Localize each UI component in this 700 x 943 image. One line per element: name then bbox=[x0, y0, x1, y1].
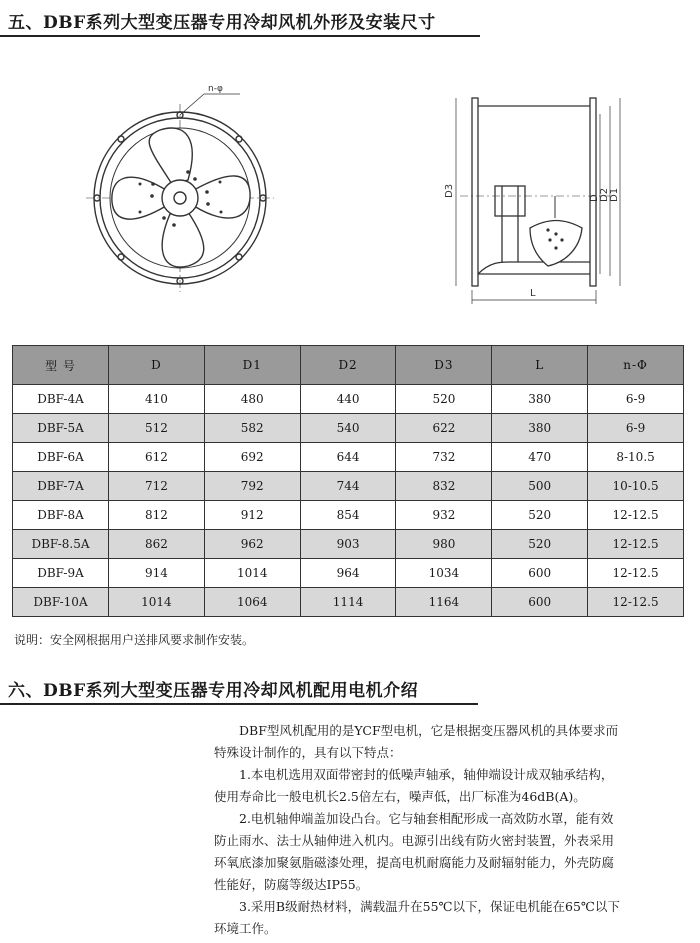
title-underline bbox=[0, 35, 480, 37]
table-cell: 512 bbox=[109, 414, 205, 443]
table-cell: 1014 bbox=[204, 559, 300, 588]
table-cell: 520 bbox=[492, 530, 588, 559]
fan-side-view-drawing bbox=[430, 78, 640, 308]
table-cell: DBF-4A bbox=[13, 385, 109, 414]
table-header-row bbox=[13, 346, 684, 385]
callout-label: n-φ bbox=[208, 84, 223, 94]
table-cell: 380 bbox=[492, 414, 588, 443]
table-cell: 470 bbox=[492, 443, 588, 472]
table-row bbox=[13, 443, 684, 472]
text-line: 环氧底漆加聚氨脂磁漆处理，提高电机耐腐能力及耐辐射能力，外壳防腐 bbox=[214, 855, 615, 870]
table-cell: 12-12.5 bbox=[588, 530, 684, 559]
dim-label-d2: D2 bbox=[599, 187, 610, 202]
table-cell: DBF-10A bbox=[13, 588, 109, 617]
table-cell: 962 bbox=[204, 530, 300, 559]
text-line: 性能好，防腐等级达IP55。 bbox=[214, 877, 369, 892]
table-cell: 520 bbox=[492, 501, 588, 530]
header-cell: D bbox=[109, 346, 205, 385]
table-row bbox=[13, 588, 684, 617]
section-title-motor: 六、DBF系列大型变压器专用冷却风机配用电机介绍 bbox=[8, 681, 419, 701]
table-cell: 480 bbox=[204, 385, 300, 414]
text-line: 使用寿命比一般电机长2.5倍左右，噪声低，出厂标准为46dB(A)。 bbox=[214, 789, 586, 804]
table-cell: DBF-9A bbox=[13, 559, 109, 588]
text-line: 3.采用B级耐热材料，满载温升在55℃以下，保证电机能在65℃以下 bbox=[214, 899, 620, 914]
table-row bbox=[13, 472, 684, 501]
table-cell: 500 bbox=[492, 472, 588, 501]
table-cell: 744 bbox=[300, 472, 396, 501]
table-cell: 964 bbox=[300, 559, 396, 588]
table-cell: 854 bbox=[300, 501, 396, 530]
dimension-table bbox=[12, 345, 684, 617]
table-cell: 792 bbox=[204, 472, 300, 501]
table-cell: 12-12.5 bbox=[588, 588, 684, 617]
table-cell: 12-12.5 bbox=[588, 559, 684, 588]
text-line: DBF型风机配用的是YCF型电机，它是根据变压器风机的具体要求而 bbox=[214, 723, 619, 738]
table-cell: 912 bbox=[204, 501, 300, 530]
table-cell: 862 bbox=[109, 530, 205, 559]
header-cell: L bbox=[492, 346, 588, 385]
dim-label-l: L bbox=[530, 288, 536, 299]
table-cell: 1114 bbox=[300, 588, 396, 617]
table-cell: 410 bbox=[109, 385, 205, 414]
table-cell: DBF-8.5A bbox=[13, 530, 109, 559]
dim-label-d: D bbox=[589, 194, 600, 202]
table-cell: 520 bbox=[396, 385, 492, 414]
table-row bbox=[13, 559, 684, 588]
table-cell: 1164 bbox=[396, 588, 492, 617]
table-note: 说明：安全网根据用户送排风要求制作安装。 bbox=[14, 633, 255, 647]
table-cell: 1014 bbox=[109, 588, 205, 617]
table-cell: 600 bbox=[492, 559, 588, 588]
text-line: 2.电机轴伸端盖加设凸台。它与轴套相配形成一高效防水罩，能有效 bbox=[214, 811, 614, 826]
motor-description bbox=[214, 720, 688, 940]
table-cell: 1034 bbox=[396, 559, 492, 588]
fan-front-view-drawing bbox=[80, 80, 290, 300]
table-cell: 6-9 bbox=[588, 385, 684, 414]
table-cell: 914 bbox=[109, 559, 205, 588]
text-line: 环境工作。 bbox=[214, 921, 277, 936]
section-title-dimensions: 五、DBF系列大型变压器专用冷却风机外形及安装尺寸 bbox=[8, 13, 436, 33]
table-cell: 622 bbox=[396, 414, 492, 443]
header-cell: D3 bbox=[396, 346, 492, 385]
header-cell: D2 bbox=[300, 346, 396, 385]
table-cell: 600 bbox=[492, 588, 588, 617]
table-cell: 832 bbox=[396, 472, 492, 501]
table-cell: 540 bbox=[300, 414, 396, 443]
table-row bbox=[13, 530, 684, 559]
table-cell: 6-9 bbox=[588, 414, 684, 443]
dim-label-d1: D1 bbox=[609, 187, 620, 202]
table-cell: DBF-7A bbox=[13, 472, 109, 501]
table-cell: 10-10.5 bbox=[588, 472, 684, 501]
table-cell: 8-10.5 bbox=[588, 443, 684, 472]
table-cell: 582 bbox=[204, 414, 300, 443]
table-row bbox=[13, 385, 684, 414]
table-cell: 12-12.5 bbox=[588, 501, 684, 530]
table-cell: 612 bbox=[109, 443, 205, 472]
table-cell: 692 bbox=[204, 443, 300, 472]
table-cell: 644 bbox=[300, 443, 396, 472]
table-cell: 732 bbox=[396, 443, 492, 472]
table-cell: 812 bbox=[109, 501, 205, 530]
table-cell: DBF-6A bbox=[13, 443, 109, 472]
text-line: 1.本电机选用双面带密封的低噪声轴承，轴伸端设计成双轴承结构， bbox=[214, 767, 614, 782]
dim-label-d3: D3 bbox=[444, 183, 455, 198]
table-cell: 932 bbox=[396, 501, 492, 530]
table-cell: 1064 bbox=[204, 588, 300, 617]
header-cell: n-Φ bbox=[588, 346, 684, 385]
header-cell: 型 号 bbox=[13, 346, 109, 385]
table-row bbox=[13, 501, 684, 530]
table-cell: 980 bbox=[396, 530, 492, 559]
table-cell: DBF-8A bbox=[13, 501, 109, 530]
table-cell: DBF-5A bbox=[13, 414, 109, 443]
text-line: 特殊设计制作的，具有以下特点： bbox=[214, 745, 402, 760]
table-row bbox=[13, 414, 684, 443]
table-cell: 440 bbox=[300, 385, 396, 414]
table-cell: 903 bbox=[300, 530, 396, 559]
table-cell: 712 bbox=[109, 472, 205, 501]
text-line: 防止雨水、法士从轴伸进入机内。电源引出线有防火密封装置，外表采用 bbox=[214, 833, 615, 848]
table-cell: 380 bbox=[492, 385, 588, 414]
header-cell: D1 bbox=[204, 346, 300, 385]
title-underline bbox=[0, 703, 478, 705]
